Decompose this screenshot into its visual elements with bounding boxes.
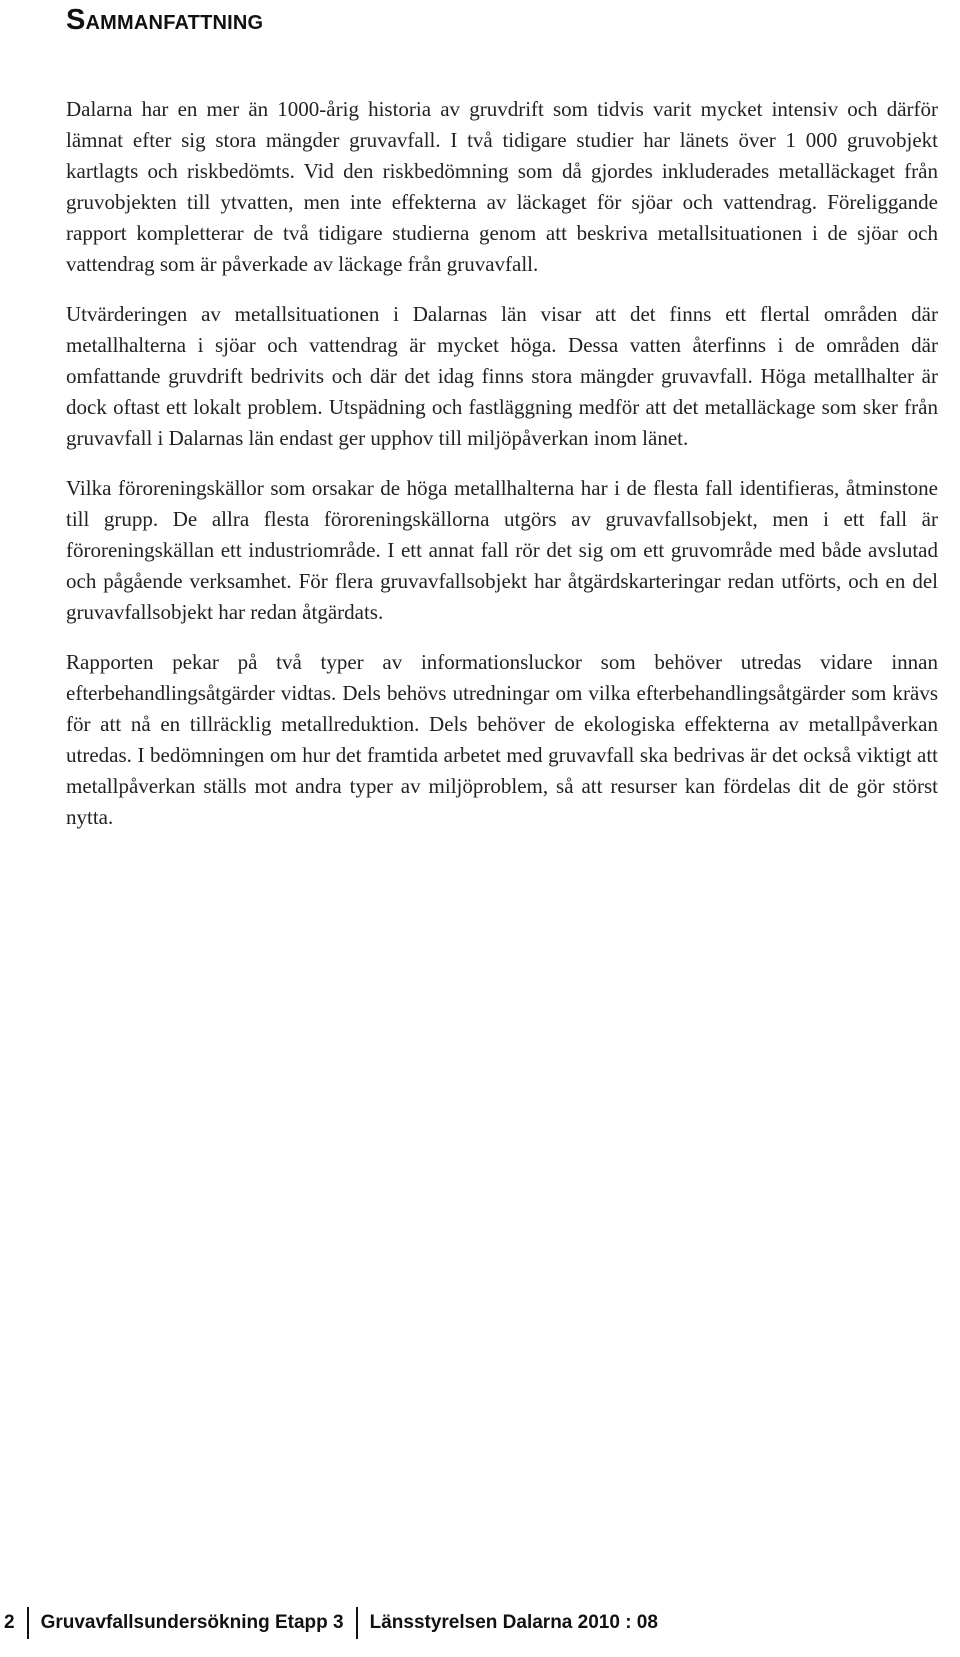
paragraph-1: Dalarna har en mer än 1000-årig historia av gruvdrift som tidvis varit mycket intensiv och därför lämnat efter sig stora mängder gruvavfall. I två tidigare studier har länets över 1 000 gruvobjekt kartlagts och riskbedömts. Vid den riskbedömning som då gjordes inkluderades metalläckaget från gruvobjekten till ytvatten, men inte effekterna av läckaget för sjöar och vattendrag. Föreliggande rapport kompletterar de två tidigare studierna genom att beskriva metallsituationen i de sjöar och vattendrag som är påverkade av läckage från gruvavfall. [66, 97, 938, 276]
paragraph-2: Utvärderingen av metallsituationen i Dalarnas län visar att det finns ett flertal områden där metallhalterna i sjöar och vattendrag är mycket höga. Dessa vatten återfinns i de områden där omfattande gruvdrift bedrivits och där det idag finns stora mängder gruvavfall. Höga metallhalter är dock oftast ett lokalt problem. Utspädning och fastläggning medför att det metalläckage som sker från gruvavfall i Dalarnas län endast ger upphov till miljöpåverkan inom länet. [66, 302, 938, 450]
page-footer [0, 1605, 658, 1641]
series-title: Gruvavfallsundersökning Etapp 3 [40, 1612, 344, 1633]
publisher-info: Länsstyrelsen Dalarna 2010 : 08 [369, 1612, 658, 1633]
paragraph-4: Rapporten pekar på två typer av informationsluckor som behöver utredas vidare innan efterbehandlingsåtgärder vidtas. Dels behövs utredningar om vilka efterbehandlingsåtgärder som krävs för att nå en tillräcklig metallreduktion. Dels behöver de ekologiska effekterna av metallpåverkan utredas. I bedömningen om hur det framtida arbetet med gruvavfall ska bedrivas är det också viktigt att metallpåverkan ställs mot andra typer av miljöproblem, så att resurser kan fördelas dit de gör störst nytta. [66, 650, 938, 829]
paragraph-3: Vilka föroreningskällor som orsakar de höga metallhalterna har i de flesta fall identifieras, åtminstone till grupp. De allra flesta föroreningskällorna utgörs av gruvavfallsobjekt, men i ett fall är föroreningskällan ett industriområde. I ett annat fall rör det sig om ett gruvområde med både avslutad och pågående verksamhet. För flera gruvavfallsobjekt har åtgärdskarteringar redan utförts, och en del gruvavfallsobjekt har redan åtgärdats. [66, 476, 938, 624]
page-number: 2 [4, 1612, 15, 1633]
page-title: Sammanfattning [66, 4, 264, 36]
summary-body [66, 94, 938, 852]
